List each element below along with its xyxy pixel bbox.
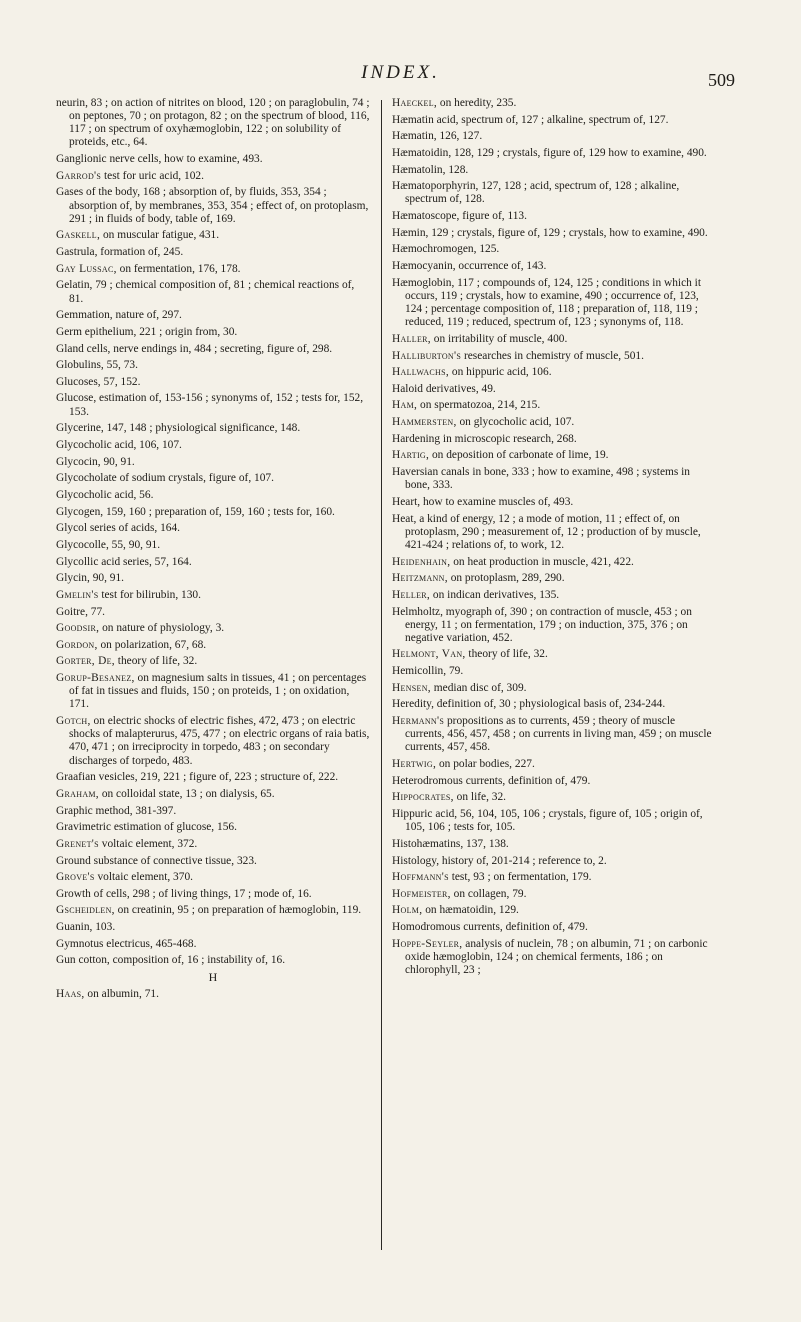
index-entry-text: on irritability of muscle, 400.	[430, 332, 568, 345]
index-entry-text: Glycocin, 90, 91.	[56, 455, 135, 468]
index-entry-text: median disc of, 309.	[430, 681, 527, 694]
index-entry-text: theory of life, 32.	[114, 655, 198, 668]
index-entry	[392, 888, 712, 901]
index-entry-text: Hæmatin, 126, 127.	[392, 130, 483, 143]
index-entry	[392, 572, 712, 585]
index-entry-text: Histohæmatins, 137, 138.	[392, 837, 509, 850]
index-entry	[56, 954, 370, 967]
index-entry-name: Gaskell,	[56, 229, 101, 242]
index-entry-text: on collagen, 79.	[450, 887, 527, 900]
index-entry	[56, 392, 370, 418]
index-entry-text: Growth of cells, 298 ; of living things, 17 ; mode of, 16.	[56, 887, 312, 900]
index-entry-name: Goodsir,	[56, 622, 100, 635]
index-entry	[392, 855, 712, 868]
index-entry	[392, 350, 712, 363]
index-entry-text: Heterodromous currents, definition of, 479.	[392, 774, 591, 787]
index-entry-text: on fermentation, 176, 178.	[116, 262, 241, 275]
page-number: 509	[708, 70, 735, 90]
index-entry-text: theory of life, 32.	[465, 648, 548, 661]
index-entry-name: Gscheidlen,	[56, 904, 115, 917]
index-entry	[56, 153, 370, 166]
index-entry	[56, 229, 370, 242]
index-entry	[56, 622, 370, 635]
index-entry-text: on protoplasm, 289, 290.	[447, 572, 565, 585]
index-entry-name: Gotch,	[56, 715, 91, 728]
index-entry-text: on magnesium salts in tissues, 41 ; on percentages of fat in tissues and fluids, 150 ; on proteids, 1 ; on oxidation, 171.	[69, 672, 367, 711]
index-entry-text: on hæmatoidin, 129.	[422, 904, 519, 917]
index-entry-text: Germ epithelium, 221 ; origin from, 30.	[56, 325, 238, 338]
index-entry	[392, 277, 712, 330]
index-entry-name: Halliburton's	[392, 349, 462, 362]
index-entry-text: Glycin, 90, 91.	[56, 572, 125, 585]
index-entry	[56, 539, 370, 552]
index-entry-text: Glycol series of acids, 164.	[56, 522, 181, 535]
index-entry	[392, 147, 712, 160]
index-entry-text: Hippuric acid, 56, 104, 105, 106 ; crystals, figure of, 105 ; origin of, 105, 106 ; tests for, 105.	[392, 808, 703, 834]
index-entry-text: test for bilirubin, 130.	[98, 588, 201, 601]
index-entry-text: on muscular fatigue, 431.	[100, 229, 220, 242]
index-entry-text: Hemicollin, 79.	[392, 665, 464, 678]
index-entry	[56, 472, 370, 485]
index-entry-name: Haller,	[392, 332, 431, 345]
index-entry-text: Glycocholate of sodium crystals, figure of, 107.	[56, 472, 274, 485]
index-entry-text: Haloid derivatives, 49.	[392, 382, 496, 395]
index-entry	[56, 606, 370, 619]
index-entry-text: on polarization, 67, 68.	[97, 638, 207, 651]
index-entry-name: Heidenhain,	[392, 555, 451, 568]
index-entry-name: Hermann's	[392, 715, 445, 728]
index-entry	[392, 97, 712, 110]
index-entry-text: on hippuric acid, 106.	[449, 366, 552, 379]
index-entry-text: researches in chemistry of muscle, 501.	[461, 349, 644, 362]
index-entry-name: Gay Lussac,	[56, 262, 117, 275]
index-entry	[392, 758, 712, 771]
index-entry-text: on nature of physiology, 3.	[99, 622, 225, 635]
index-entry	[56, 838, 370, 851]
index-entry-text: Gastrula, formation of, 245.	[56, 246, 184, 259]
index-entry-name: Hoffmann's	[392, 871, 449, 884]
index-entry-name: Haeckel,	[392, 97, 438, 109]
page-running-title: INDEX.	[361, 62, 440, 83]
index-entry	[392, 513, 712, 552]
index-entry	[56, 506, 370, 519]
index-entry-text: Gelatin, 79 ; chemical composition of, 81 ; chemical reactions of, 81.	[56, 279, 355, 305]
index-entry-name: Hofmeister,	[392, 887, 451, 900]
section-letter: H	[208, 970, 218, 985]
index-entry	[392, 449, 712, 462]
index-column-left	[56, 97, 370, 1005]
index-entry-name: Hippocrates,	[392, 791, 454, 804]
index-entry-name: Heitzmann,	[392, 572, 448, 585]
index-entry-text: on spermatozoa, 214, 215.	[417, 399, 541, 412]
index-entry	[56, 489, 370, 502]
index-entry	[392, 260, 712, 273]
index-entry-name: Grove's	[56, 871, 95, 884]
index-entry	[392, 556, 712, 569]
index-entry	[56, 246, 370, 259]
index-entry	[392, 366, 712, 379]
index-entry-text: Gland cells, nerve endings in, 484 ; secreting, figure of, 298.	[56, 342, 333, 355]
index-entry-name: Grenet's	[56, 837, 99, 850]
index-entry-text: on albumin, 71.	[84, 988, 159, 1001]
index-entry-text: on polar bodies, 227.	[436, 758, 535, 771]
index-entry	[392, 333, 712, 346]
index-entry-name: Heller,	[392, 588, 431, 601]
index-entry	[392, 383, 712, 396]
index-entry-text: Hæmocyanin, occurrence of, 143.	[392, 260, 547, 273]
index-entry-text: voltaic element, 370.	[94, 871, 193, 884]
index-entry-text: Helmholtz, myograph of, 390 ; on contraction of muscle, 453 ; on energy, 11 ; on fermentation, 179 ; on induction, 375, 376 ; on negative variation, 452.	[392, 605, 692, 644]
index-column-right	[392, 97, 712, 981]
index-entry	[392, 808, 712, 834]
index-entry	[392, 164, 712, 177]
index-entry-text: neurin, 83 ; on action of nitrites on blood, 120 ; on paraglobulin, 74 ; on peptones, 70 ; on protagon, 82 ; on the spectrum of blood, 116, 117 ; on spectrum of oxyhæmoglobin, 122 ; on solubility of proteids, etc., 64.	[56, 97, 370, 149]
index-entry-name: Gorup-Besanez,	[56, 672, 135, 685]
index-entry-text: on heat production in muscle, 421, 422.	[450, 555, 634, 568]
index-entry-text: Hæmin, 129 ; crystals, figure of, 129 ; crystals, how to examine, 490.	[392, 226, 708, 239]
index-entry	[392, 589, 712, 602]
index-entry	[56, 771, 370, 784]
index-entry-name: Haas,	[56, 988, 85, 1001]
index-entry-text: Gravimetric estimation of glucose, 156.	[56, 821, 237, 834]
index-entry	[392, 433, 712, 446]
index-entry	[392, 227, 712, 240]
index-entry	[56, 715, 370, 768]
index-entry-text: Haversian canals in bone, 333 ; how to examine, 498 ; systems in bone, 333.	[392, 466, 690, 492]
index-entry	[56, 456, 370, 469]
index-entry-text: test, 93 ; on fermentation, 179.	[448, 871, 592, 884]
index-entry-text: Glucoses, 57, 152.	[56, 375, 141, 388]
index-entry-name: Graham,	[56, 787, 99, 800]
index-entry-text: Glycocolle, 55, 90, 91.	[56, 538, 161, 551]
index-entry	[56, 376, 370, 389]
index-entry	[392, 210, 712, 223]
index-entry-text: Guanin, 103.	[56, 921, 116, 934]
index-entry-name: Hallwachs,	[392, 366, 450, 379]
index-entry-text: Glycocholic acid, 56.	[56, 488, 154, 501]
index-entry-text: Heart, how to examine muscles of, 493.	[392, 495, 574, 508]
index-entry-text: on life, 32.	[453, 791, 507, 804]
index-entry	[392, 466, 712, 492]
index-entry	[392, 130, 712, 143]
index-entry-text: Ganglionic nerve cells, how to examine, 493.	[56, 153, 263, 166]
index-entry-text: Hæmatolin, 128.	[392, 163, 469, 176]
index-entry-text: Globulins, 55, 73.	[56, 359, 138, 372]
index-entry-text: Homodromous currents, definition of, 479.	[392, 921, 588, 934]
index-entry-text: Gymnotus electricus, 465-468.	[56, 937, 197, 950]
index-entry-name: Garrod's	[56, 169, 102, 182]
index-entry	[392, 904, 712, 917]
index-entry-name: Hartig,	[392, 449, 430, 462]
index-entry	[392, 648, 712, 661]
index-entry	[56, 639, 370, 652]
index-entry	[392, 243, 712, 256]
index-entry	[56, 97, 370, 150]
index-entry-text: on colloidal state, 13 ; on dialysis, 65.	[98, 787, 275, 800]
index-entry	[56, 589, 370, 602]
index-entry-name: Hoppe-Seyler,	[392, 937, 463, 950]
index-entry	[392, 416, 712, 429]
index-entry-text: Glucose, estimation of, 153-156 ; synonyms of, 152 ; tests for, 152, 153.	[56, 392, 364, 418]
index-entry-text: Graafian vesicles, 219, 221 ; figure of, 223 ; structure of, 222.	[56, 771, 339, 784]
index-entry	[56, 788, 370, 801]
index-entry	[56, 921, 370, 934]
index-entry	[56, 888, 370, 901]
index-entry	[56, 439, 370, 452]
index-entry	[392, 665, 712, 678]
index-entry	[56, 186, 370, 225]
index-entry-text: Hæmatoporphyrin, 127, 128 ; acid, spectrum of, 128 ; alkaline, spectrum of, 128.	[392, 180, 680, 206]
index-entry-text: Hæmoglobin, 117 ; compounds of, 124, 125 ; conditions in which it occurs, 119 ; crystals, how to examine, 490 ; occurrence of, 123, 124 ; percentage composition of, 118 ; preparation of, 118, 119 ; reduced, 119 ; reduced, spectrum of, 123 ; synonyms of, 118.	[392, 276, 702, 329]
index-entry	[56, 263, 370, 276]
index-entry-text: Hæmatoidin, 128, 129 ; crystals, figure of, 129 how to examine, 490.	[392, 146, 707, 159]
index-entry	[392, 496, 712, 509]
index-entry	[392, 698, 712, 711]
index-entry-text: Graphic method, 381-397.	[56, 804, 177, 817]
index-entry-text: Hæmochromogen, 125.	[392, 243, 500, 256]
index-entry-text: on heredity, 235.	[437, 97, 517, 109]
index-entry	[56, 821, 370, 834]
index-entry	[56, 359, 370, 372]
index-entry	[392, 114, 712, 127]
index-entry-name: Ham,	[392, 399, 418, 412]
index-entry-text: on glycocholic acid, 107.	[456, 416, 575, 429]
index-entry	[56, 655, 370, 668]
index-entry-text: Goitre, 77.	[56, 605, 106, 618]
index-entry-text: on indican derivatives, 135.	[430, 588, 560, 601]
index-entry-text: Gemmation, nature of, 297.	[56, 309, 182, 322]
column-divider	[381, 100, 382, 1250]
index-entry	[392, 606, 712, 645]
index-entry	[392, 715, 712, 754]
index-entry-text: voltaic element, 372.	[98, 837, 198, 850]
index-entry	[56, 572, 370, 585]
index-entry-name: Gmelin's	[56, 588, 99, 601]
index-entry	[392, 399, 712, 412]
index-entry	[56, 522, 370, 535]
index-entry	[56, 343, 370, 356]
index-entry	[56, 422, 370, 435]
index-entry-name: Gorter, De,	[56, 655, 115, 668]
index-entry-text: Gun cotton, composition of, 16 ; instability of, 16.	[56, 954, 286, 967]
index-entry-text: Heat, a kind of energy, 12 ; a mode of motion, 11 ; effect of, on protoplasm, 290 ; measurement of, 12 ; production of by muscle, 421-424 ; relations of, to work, 12.	[392, 512, 701, 551]
index-entry-text: Glycerine, 147, 148 ; physiological significance, 148.	[56, 422, 301, 435]
index-entry-text: on deposition of carbonate of lime, 19.	[429, 449, 609, 462]
index-entry-text: on creatinin, 95 ; on preparation of hæmoglobin, 119.	[114, 904, 362, 917]
index-entry-text: Gases of the body, 168 ; absorption of, by fluids, 353, 354 ; absorption of, by membranes, 353, 354 ; effect of, on protoplasm, 291 ; in fluids of body, table of, 169.	[56, 186, 369, 225]
index-entry-text: on electric shocks of electric fishes, 472, 473 ; on electric shocks of malapterurus, 475, 477 ; on electric organs of raia batis, 470, 471 ; on irreciprocity in torpedo, 483 ; on secondary discharges of torpedo, 483.	[69, 715, 370, 767]
index-entry	[56, 556, 370, 569]
index-entry-name: Helmont, Van,	[392, 648, 466, 661]
index-entry	[392, 938, 712, 977]
index-entry	[56, 326, 370, 339]
index-entry-name: Hensen,	[392, 681, 431, 694]
index-entry	[56, 672, 370, 711]
index-entry-text: Heredity, definition of, 30 ; physiological basis of, 234-244.	[392, 698, 666, 711]
index-entry	[392, 682, 712, 695]
index-entry-text: test for uric acid, 102.	[101, 169, 204, 182]
index-entry	[56, 309, 370, 322]
index-entry	[56, 170, 370, 183]
index-entry-text: Glycollic acid series, 57, 164.	[56, 555, 192, 568]
index-entry	[56, 871, 370, 884]
index-entry	[392, 180, 712, 206]
index-entry	[392, 871, 712, 884]
index-entry	[392, 775, 712, 788]
index-entry	[56, 805, 370, 818]
index-entry	[56, 855, 370, 868]
index-entry-text: Hardening in microscopic research, 268.	[392, 432, 577, 445]
index-entry-name: Hertwig,	[392, 758, 437, 771]
index-entry	[56, 279, 370, 305]
index-entry	[56, 988, 370, 1001]
index-entry-text: Hæmatin acid, spectrum of, 127 ; alkaline, spectrum of, 127.	[392, 113, 669, 126]
index-entry	[392, 921, 712, 934]
index-entry-text: propositions as to currents, 459 ; theory of muscle currents, 456, 457, 458 ; on currents in living man, 459 ; on muscle currents, 457, 458.	[405, 715, 712, 754]
index-entry	[392, 791, 712, 804]
index-entry-name: Holm,	[392, 904, 423, 917]
index-entry-text: Glycogen, 159, 160 ; preparation of, 159, 160 ; tests for, 160.	[56, 505, 335, 518]
index-entry	[392, 838, 712, 851]
index-entry-text: analysis of nuclein, 78 ; on albumin, 71 ; on carbonic oxide hæmoglobin, 124 ; on chemical ferments, 186 ; on chlorophyll, 23 ;	[405, 937, 708, 977]
index-entry-text: Hæmatoscope, figure of, 113.	[392, 210, 527, 223]
index-entry	[56, 938, 370, 951]
index-entry-text: Histology, history of, 201-214 ; reference to, 2.	[392, 854, 607, 867]
index-entry-text: Glycocholic acid, 106, 107.	[56, 438, 182, 451]
index-entry-text: Ground substance of connective tissue, 323.	[56, 854, 257, 867]
index-entry-name: Hammersten,	[392, 416, 457, 429]
index-entry	[56, 904, 370, 917]
index-entry-name: Gordon,	[56, 638, 98, 651]
